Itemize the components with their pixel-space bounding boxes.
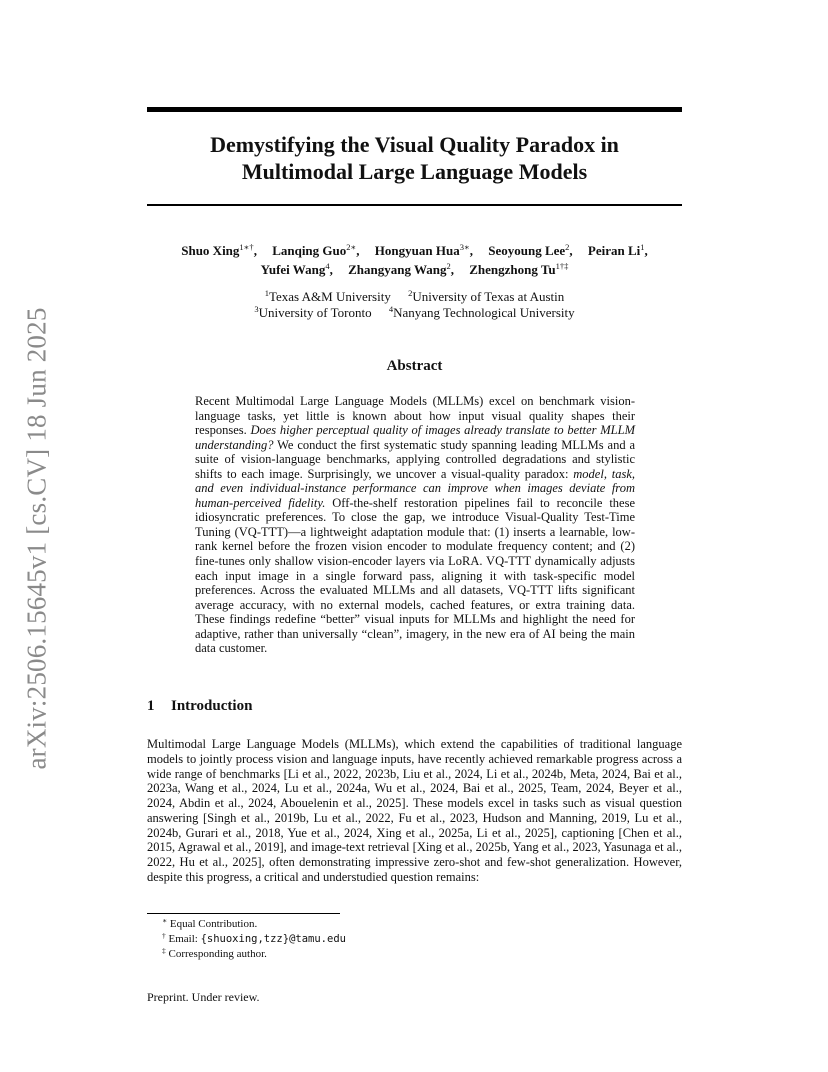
author: Shuo Xing$^{1∗\dagger}$, <box>181 242 257 258</box>
abstract-finding: model, task, and even individual-instance performance can improve when images deviate from human-perceived fidelity. <box>195 466 635 510</box>
arxiv-watermark <box>14 302 60 774</box>
introduction-paragraph: Multimodal Large Language Models (MLLMs), which extend the capabilities of traditional language models to jointly process vision and language inputs, have recently achieved remarkable progress across a wide range of benchmarks [Li et al., 2022, 2023b, Liu et al., 2024, Li et al., 2024b, Meta, 2024, Bai et al., 2023a, Wang et al., 2024, Lu et al., 2024a, Wu et al., 2024, Bai et al., 2025, Team, 2024, Beyer et al., 2024, Abdin et al., 2024, Abouelenin et al., 2025]. These models excel in tasks such as visual question answering [Singh et al., 2019b, Lu et al., 2022, Fu et al., 2023, Hudson and Manning, 2019, Lu et al., 2024b, Gurari et al., 2018, Yue et al., 2024, Xing et al., 2025a, Li et al., 2025], captioning [Chen et al., 2015, Agrawal et al., 2019], and image-text retrieval [Xing et al., 2025b, Yang et al., 2023, Yasunaga et al., 2022, Hu et al., 2025], often demonstrating impressive zero-shot and few-shot generalization. However, despite this progress, a critical and understudied question remains: <box>147 737 682 884</box>
title-rule-bottom <box>147 204 682 206</box>
affiliation: $^4$Nanyang Technological University <box>388 304 575 320</box>
author-line-2 <box>147 260 682 279</box>
arxiv-id: arXiv:2506.15645v1 [cs.CV] 18 Jun 2025 <box>21 306 52 770</box>
author: Seoyoung Lee$^2$, <box>488 242 573 258</box>
author: Lanqing Guo$^{2∗}$, <box>272 242 360 258</box>
author-list <box>147 241 682 279</box>
author: Zhangyang Wang$^2$, <box>348 261 454 277</box>
affiliation-line-2 <box>147 305 682 321</box>
affiliation-list <box>147 289 682 321</box>
section-heading-introduction <box>147 698 252 715</box>
title-rule-top <box>147 107 682 112</box>
affiliation: $^3$University of Toronto <box>254 304 372 320</box>
abstract-text: Recent Multimodal Large Language Models (MLLMs) excel on benchmark vision-language tasks, yet little is known about how input visual quality shapes their responses. Does higher perceptual quality of images already translate to better MLLM understanding? We conduct the first systematic study spanning leading MLLMs and a suite of vision-language benchmarks, applying controlled degradations and stylistic shifts to each image. Surprisingly, we uncover a visual-quality paradox: model, task, and even individual-instance performance can improve when images deviate from human-perceived fidelity. Off-the-shelf restoration pipelines fail to reconcile these idiosyncratic preferences. To close the gap, we introduce Visual-Quality Test-Time Tuning (VQ-TTT)—a lightweight adaptation module that: (1) inserts a learnable, low-rank kernel before the frozen vision encoder to modulate frequency content; and (2) fine-tunes only shallow vision-encoder layers via LoRA. VQ-TTT dynamically adjusts each input image in a single forward pass, aligning it with task-specific model preferences. Across the evaluated MLLMs and all datasets, VQ-TTT lifts significant average accuracy, with no external models, cached features, or extra training data. These findings redefine “better” visual inputs for MLLMs and highlight the need for adaptive, rather than universally “clean”, imagery, in the new era of AI being the main data customer. <box>195 394 636 656</box>
author: Zhengzhong $Tu^{1\dagger\ddagger}$ <box>469 261 569 277</box>
section-number: 1 <box>147 698 155 714</box>
title-line-2: Multimodal Large Language Models <box>241 159 588 184</box>
footnote-rule <box>147 913 340 914</box>
footnotes <box>162 917 682 962</box>
paper-title <box>147 131 682 185</box>
preprint-footer: Preprint. Under review. <box>147 990 260 1004</box>
footnote-corresponding-author: ‡ Corresponding author. <box>162 946 267 960</box>
abstract-question: Does higher perceptual quality of images already translate to better MLLM understanding? <box>195 423 635 452</box>
author: Hongyuan Hua$^{3∗}$, <box>374 242 473 258</box>
abstract-heading: Abstract <box>386 358 443 374</box>
footnote-equal-contribution: ∗ Equal Contribution. <box>162 916 258 930</box>
footnote-email: † Email: {shuoxing,tzz}@tamu.edu <box>162 931 346 945</box>
author: Yufei Wang$^4$, <box>260 261 333 277</box>
email-address: {shuoxing,tzz}@tamu.edu <box>200 933 346 945</box>
affiliation: $^2$University of Texas at Austin <box>408 288 565 304</box>
author-line-1 <box>147 241 682 260</box>
affiliation-line-1 <box>147 289 682 305</box>
affiliation: $^1$Texas A&M University <box>264 288 391 304</box>
title-line-1: Demystifying the Visual Quality Paradox in <box>210 132 619 157</box>
author: Peiran Li$^1$, <box>587 242 648 258</box>
section-title: Introduction <box>171 698 253 714</box>
